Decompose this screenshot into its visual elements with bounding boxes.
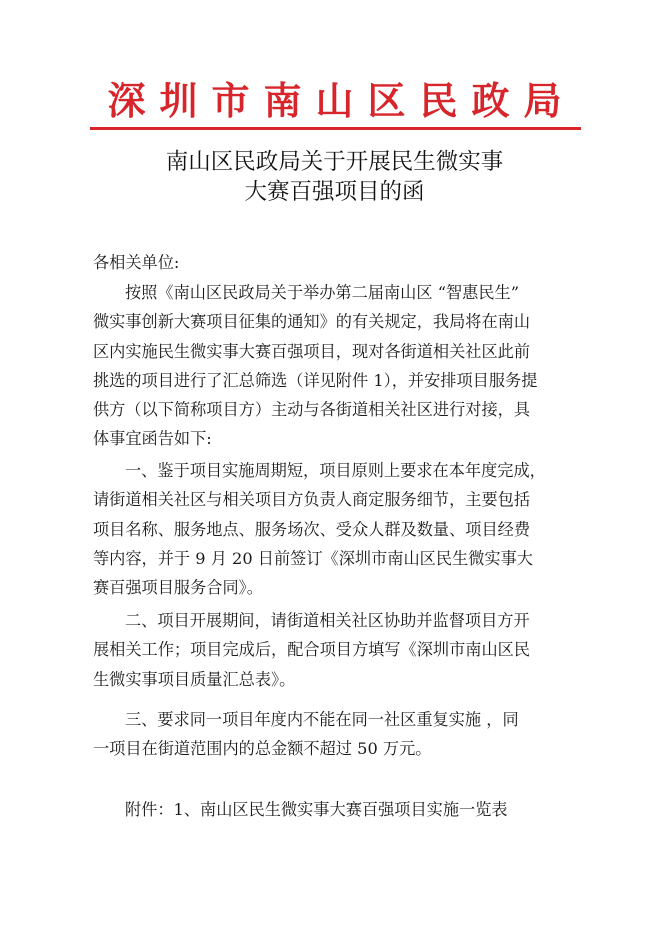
paragraph-line: 等内容，并于 9 月 20 日前签订《深圳市南山区民生微实事大 xyxy=(93,548,533,568)
paragraph-line: 供方（以下简称项目方）主动与各街道相关社区进行对接，具 xyxy=(93,400,531,420)
paragraph-line: 挑选的项目进行了汇总筛选（详见附件 1），并安排项目服务提 xyxy=(93,370,538,390)
paragraph-line: 一项目在街道范围内的总金额不超过 50 万元。 xyxy=(93,739,432,759)
paragraph-line: 展相关工作；项目完成后，配合项目方填写《深圳市南山区民 xyxy=(93,640,531,660)
paragraph-line: 项目名称、服务地点、服务场次、受众人群及数量、项目经费 xyxy=(93,519,531,539)
paragraph-line: 生微实事项目质量汇总表》。 xyxy=(93,669,296,689)
paragraph-line: 三、要求同一项目年度内不能在同一社区重复实施 ，同 xyxy=(125,710,519,729)
paragraph-item-1 xyxy=(93,456,582,602)
paragraph-line: 区内实施民生微实事大赛百强项目，现对各街道相关社区此前 xyxy=(93,341,531,361)
document-title xyxy=(0,147,669,207)
paragraph-item-2 xyxy=(93,606,582,694)
paragraph-line: 按照《南山区民政局关于举办第二届南山区 “智惠民生” xyxy=(125,283,520,302)
paragraph-item-3 xyxy=(93,705,582,764)
paragraph-line: 一、鉴于项目实施周期短，项目原则上要求在本年度完成， xyxy=(125,461,546,480)
paragraph-intro xyxy=(93,278,582,454)
paragraph-line: 微实事创新大赛项目征集的通知》的有关规定，我局将在南山 xyxy=(93,312,531,332)
letterhead-red-rule xyxy=(90,127,581,130)
attachment-note: 附件：1、南山区民生微实事大赛百强项目实施一览表 xyxy=(125,800,508,819)
paragraph-line: 赛百强项目服务合同》。 xyxy=(93,578,263,598)
paragraph-line: 请街道相关社区与相关项目方负责人商定服务细节，主要包括 xyxy=(93,490,531,510)
title-line-2: 大赛百强项目的函 xyxy=(244,179,425,205)
salutation: 各相关单位: xyxy=(93,253,180,272)
paragraph-line: 体事宜函告如下: xyxy=(93,429,212,449)
letterhead-org-name: 深圳市南山区民政局 xyxy=(107,78,576,123)
title-line-1: 南山区民政局关于开展民生微实事 xyxy=(165,149,504,175)
paragraph-line: 二、项目开展期间，请街道相关社区协助并监督项目方开 xyxy=(125,611,530,630)
